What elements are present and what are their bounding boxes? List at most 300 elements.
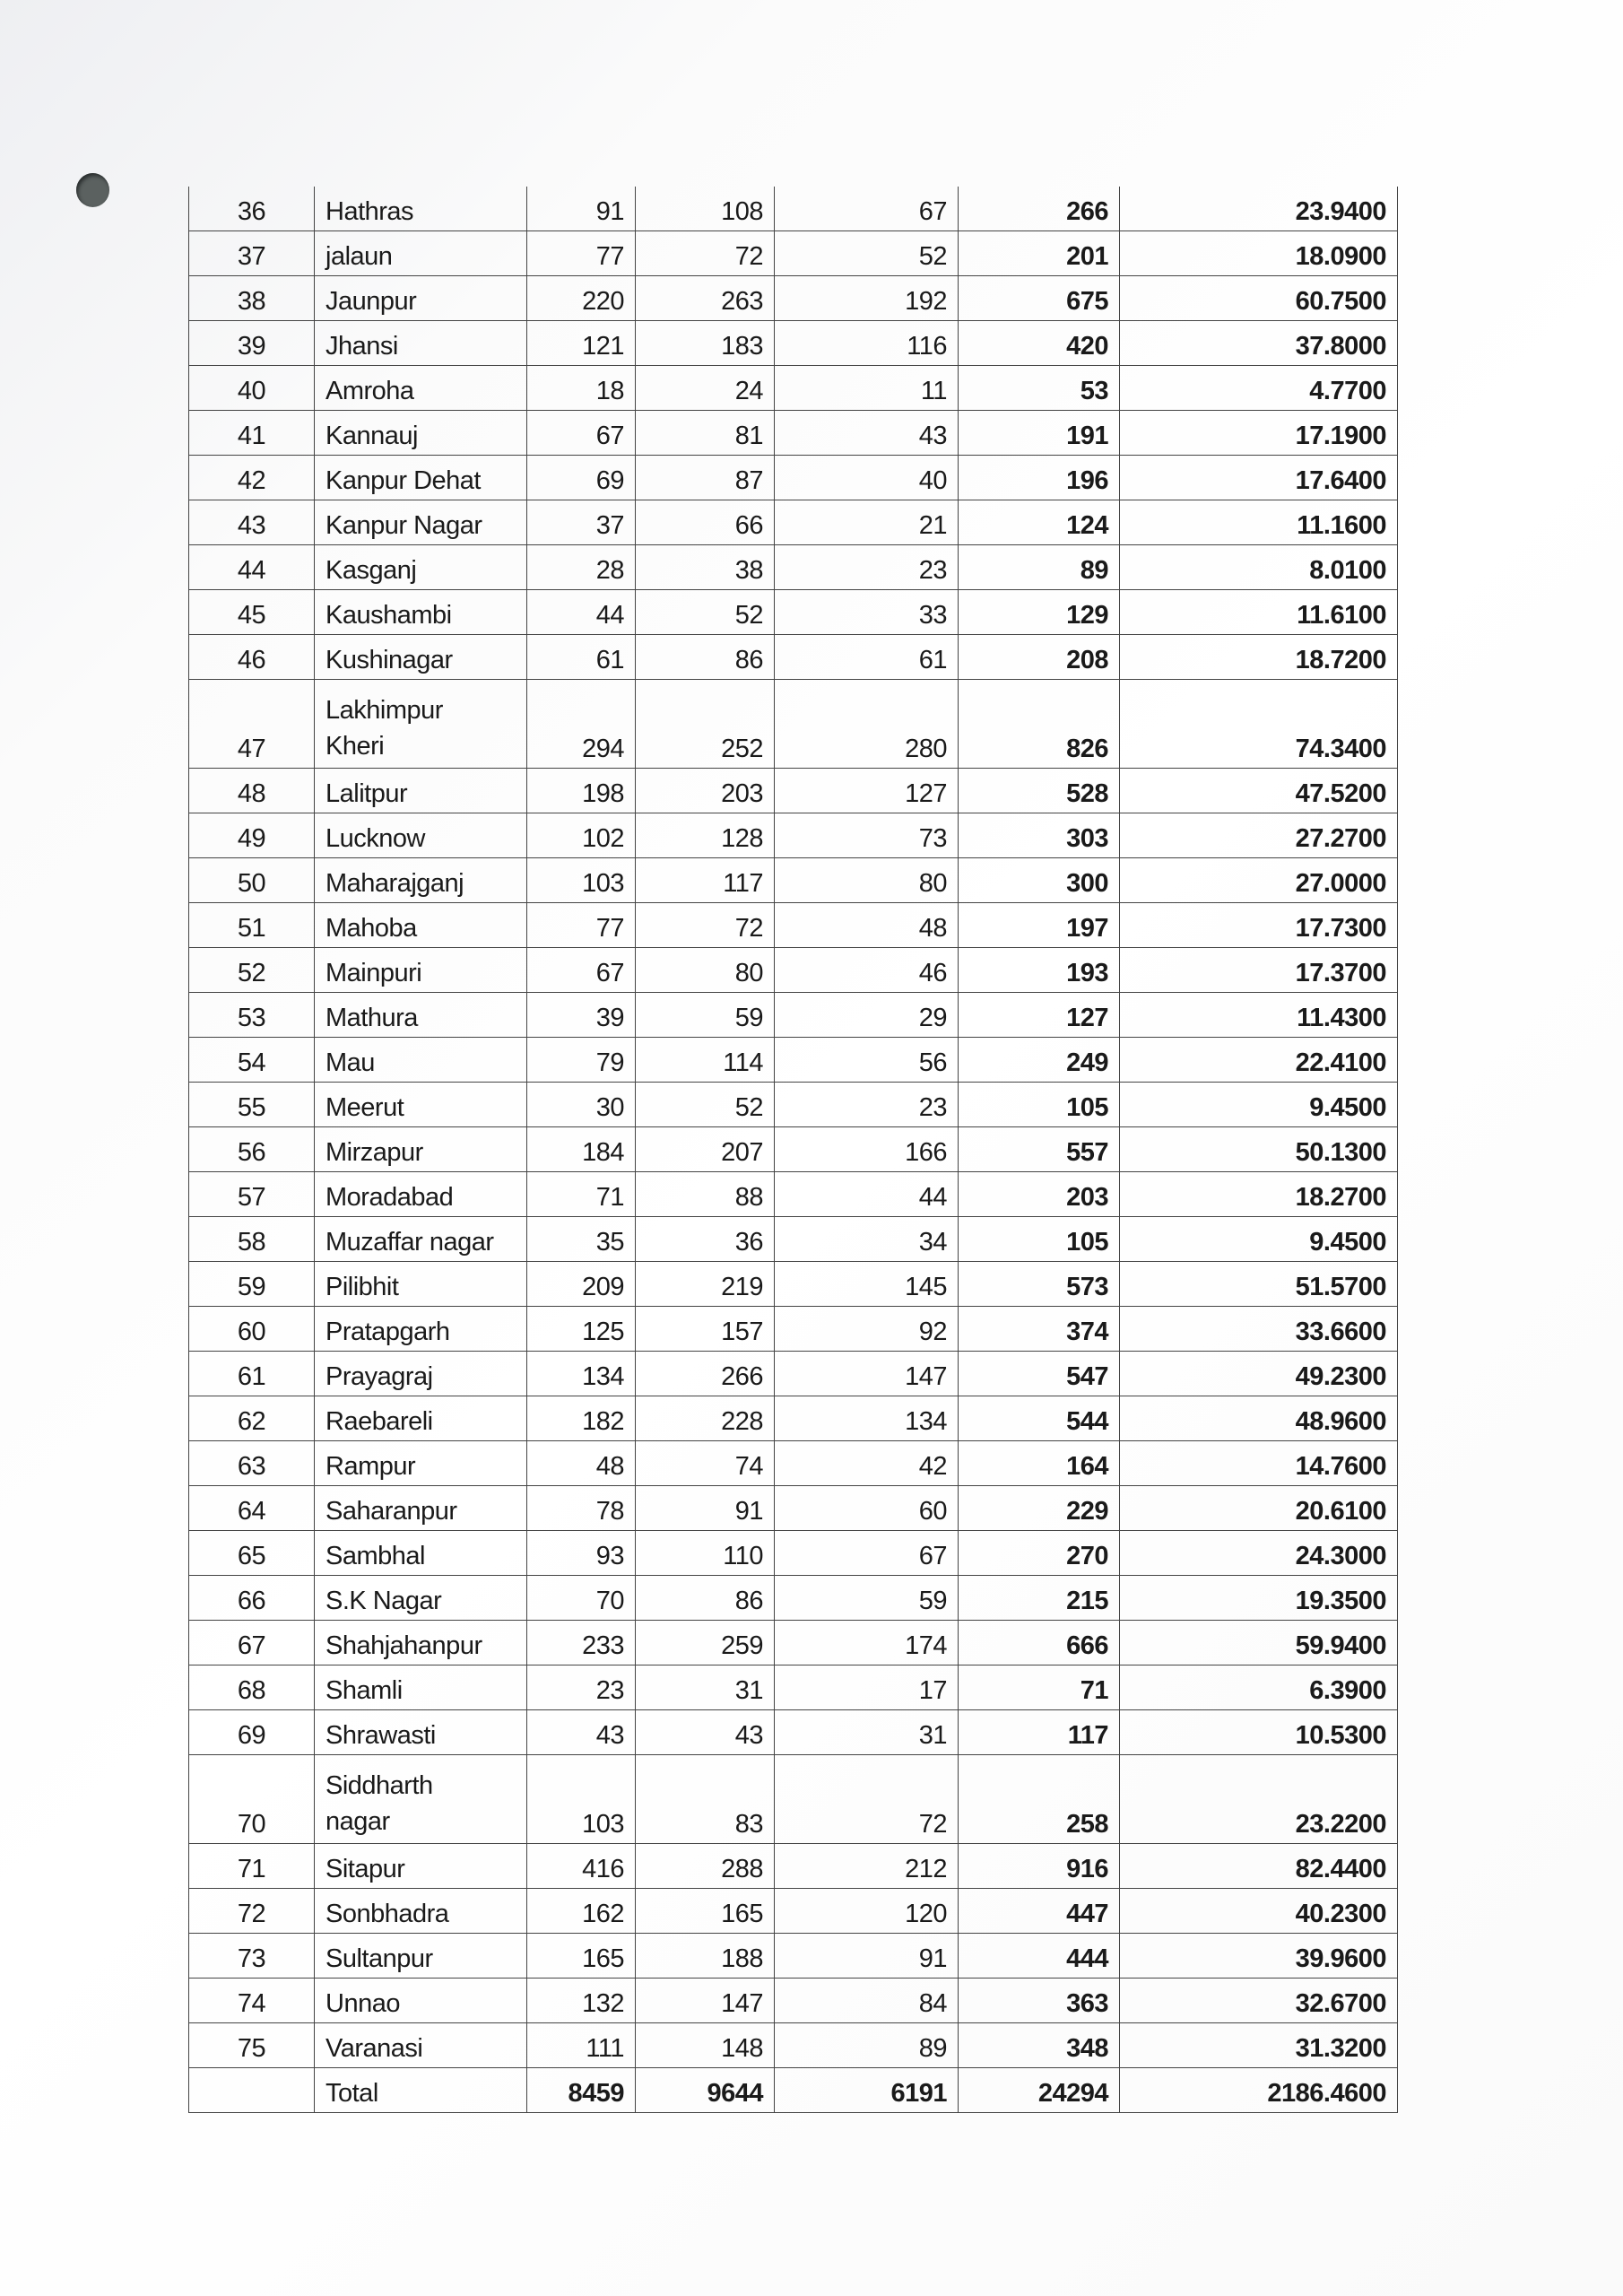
serial-number-cell: 71 — [189, 1844, 315, 1889]
row-total-cell: 71 — [959, 1665, 1120, 1710]
value-col-3-cell: 21 — [775, 500, 959, 545]
amount-cell: 14.7600 — [1120, 1441, 1398, 1486]
amount-cell: 27.0000 — [1120, 858, 1398, 903]
serial-number-cell: 42 — [189, 456, 315, 500]
serial-number-cell: 69 — [189, 1710, 315, 1755]
serial-number-cell: 72 — [189, 1889, 315, 1934]
table-row — [189, 769, 1398, 813]
table-row — [189, 635, 1398, 680]
row-total-cell: 420 — [959, 321, 1120, 366]
value-col-1-cell: 18 — [527, 366, 636, 411]
value-col-2-cell: 80 — [636, 948, 775, 993]
table-row — [189, 1755, 1398, 1844]
table-row — [189, 1127, 1398, 1172]
value-col-3-cell: 145 — [775, 1262, 959, 1307]
serial-number-cell: 62 — [189, 1396, 315, 1441]
row-total-cell: 191 — [959, 411, 1120, 456]
serial-number-cell: 50 — [189, 858, 315, 903]
row-total-cell: 215 — [959, 1576, 1120, 1621]
amount-cell: 40.2300 — [1120, 1889, 1398, 1934]
value-col-2-cell: 9644 — [636, 2068, 775, 2113]
serial-number-cell: 58 — [189, 1217, 315, 1262]
row-total-cell: 303 — [959, 813, 1120, 858]
serial-number-cell: 36 — [189, 187, 315, 231]
table-row — [189, 276, 1398, 321]
value-col-3-cell: 46 — [775, 948, 959, 993]
table-row — [189, 1262, 1398, 1307]
district-name-cell: Hathras — [315, 187, 527, 231]
row-total-cell: 270 — [959, 1531, 1120, 1576]
serial-number-cell — [189, 2068, 315, 2113]
district-name-cell: Sitapur — [315, 1844, 527, 1889]
value-col-2-cell: 72 — [636, 231, 775, 276]
value-col-1-cell: 198 — [527, 769, 636, 813]
table-row — [189, 1934, 1398, 1979]
district-name-cell: Maharajganj — [315, 858, 527, 903]
district-name-line-2: nagar — [325, 1807, 390, 1836]
value-col-3-cell: 34 — [775, 1217, 959, 1262]
value-col-2-cell: 38 — [636, 545, 775, 590]
district-name-cell: jalaun — [315, 231, 527, 276]
amount-cell: 39.9600 — [1120, 1934, 1398, 1979]
value-col-3-cell: 60 — [775, 1486, 959, 1531]
value-col-2-cell: 147 — [636, 1979, 775, 2023]
serial-number-cell: 37 — [189, 231, 315, 276]
amount-cell: 17.6400 — [1120, 456, 1398, 500]
value-col-3-cell: 23 — [775, 545, 959, 590]
value-col-1-cell: 44 — [527, 590, 636, 635]
district-name-cell: Jhansi — [315, 321, 527, 366]
table-row — [189, 1979, 1398, 2023]
value-col-3-cell: 43 — [775, 411, 959, 456]
value-col-2-cell: 52 — [636, 590, 775, 635]
amount-cell: 49.2300 — [1120, 1352, 1398, 1396]
value-col-2-cell: 157 — [636, 1307, 775, 1352]
value-col-3-cell: 174 — [775, 1621, 959, 1665]
value-col-2-cell: 88 — [636, 1172, 775, 1217]
serial-number-cell: 38 — [189, 276, 315, 321]
row-total-cell: 105 — [959, 1217, 1120, 1262]
district-name-cell — [315, 1755, 527, 1844]
value-col-2-cell: 52 — [636, 1083, 775, 1127]
table-row — [189, 1531, 1398, 1576]
table-row — [189, 1038, 1398, 1083]
value-col-1-cell: 35 — [527, 1217, 636, 1262]
serial-number-cell: 40 — [189, 366, 315, 411]
serial-number-cell: 59 — [189, 1262, 315, 1307]
value-col-3-cell: 29 — [775, 993, 959, 1038]
row-total-cell: 544 — [959, 1396, 1120, 1441]
serial-number-cell: 56 — [189, 1127, 315, 1172]
amount-cell: 6.3900 — [1120, 1665, 1398, 1710]
value-col-1-cell: 67 — [527, 948, 636, 993]
value-col-2-cell: 259 — [636, 1621, 775, 1665]
row-total-cell: 24294 — [959, 2068, 1120, 2113]
value-col-3-cell: 127 — [775, 769, 959, 813]
amount-cell: 60.7500 — [1120, 276, 1398, 321]
amount-cell: 32.6700 — [1120, 1979, 1398, 2023]
value-col-1-cell: 37 — [527, 500, 636, 545]
value-col-3-cell: 40 — [775, 456, 959, 500]
value-col-1-cell: 165 — [527, 1934, 636, 1979]
value-col-2-cell: 59 — [636, 993, 775, 1038]
row-total-cell: 229 — [959, 1486, 1120, 1531]
district-name-cell: Kaushambi — [315, 590, 527, 635]
value-col-3-cell: 147 — [775, 1352, 959, 1396]
value-col-2-cell: 263 — [636, 276, 775, 321]
amount-cell: 8.0100 — [1120, 545, 1398, 590]
value-col-1-cell: 233 — [527, 1621, 636, 1665]
table-row — [189, 231, 1398, 276]
row-total-cell: 916 — [959, 1844, 1120, 1889]
serial-number-cell: 61 — [189, 1352, 315, 1396]
serial-number-cell: 66 — [189, 1576, 315, 1621]
serial-number-cell: 45 — [189, 590, 315, 635]
value-col-2-cell: 108 — [636, 187, 775, 231]
value-col-3-cell: 72 — [775, 1755, 959, 1844]
district-name-cell: Mathura — [315, 993, 527, 1038]
value-col-1-cell: 93 — [527, 1531, 636, 1576]
district-name-line-1: Lakhimpur — [325, 696, 443, 725]
serial-number-cell: 53 — [189, 993, 315, 1038]
value-col-2-cell: 288 — [636, 1844, 775, 1889]
table-row — [189, 321, 1398, 366]
table-row — [189, 545, 1398, 590]
table-row — [189, 1307, 1398, 1352]
value-col-1-cell: 78 — [527, 1486, 636, 1531]
value-col-1-cell: 91 — [527, 187, 636, 231]
district-name-cell: S.K Nagar — [315, 1576, 527, 1621]
value-col-2-cell: 66 — [636, 500, 775, 545]
value-col-3-cell: 116 — [775, 321, 959, 366]
amount-cell: 23.2200 — [1120, 1755, 1398, 1844]
serial-number-cell: 44 — [189, 545, 315, 590]
value-col-3-cell: 67 — [775, 1531, 959, 1576]
amount-cell: 18.7200 — [1120, 635, 1398, 680]
value-col-3-cell: 92 — [775, 1307, 959, 1352]
amount-cell: 9.4500 — [1120, 1083, 1398, 1127]
district-name-cell: Unnao — [315, 1979, 527, 2023]
value-col-2-cell: 43 — [636, 1710, 775, 1755]
district-name-cell: Kanpur Nagar — [315, 500, 527, 545]
serial-number-cell: 49 — [189, 813, 315, 858]
value-col-1-cell: 184 — [527, 1127, 636, 1172]
district-name-cell: Amroha — [315, 366, 527, 411]
row-total-cell: 164 — [959, 1441, 1120, 1486]
district-name-cell: Shamli — [315, 1665, 527, 1710]
amount-cell: 11.4300 — [1120, 993, 1398, 1038]
table-row — [189, 1441, 1398, 1486]
serial-number-cell: 41 — [189, 411, 315, 456]
value-col-2-cell: 36 — [636, 1217, 775, 1262]
value-col-1-cell: 71 — [527, 1172, 636, 1217]
table-row — [189, 993, 1398, 1038]
value-col-2-cell: 219 — [636, 1262, 775, 1307]
amount-cell: 24.3000 — [1120, 1531, 1398, 1576]
table-row — [189, 1396, 1398, 1441]
serial-number-cell: 73 — [189, 1934, 315, 1979]
amount-cell: 17.7300 — [1120, 903, 1398, 948]
value-col-3-cell: 44 — [775, 1172, 959, 1217]
table-body — [189, 187, 1398, 2113]
row-total-cell: 208 — [959, 635, 1120, 680]
value-col-3-cell: 166 — [775, 1127, 959, 1172]
district-name-cell: Kushinagar — [315, 635, 527, 680]
row-total-cell: 444 — [959, 1934, 1120, 1979]
value-col-2-cell: 165 — [636, 1889, 775, 1934]
district-name-cell: Rampur — [315, 1441, 527, 1486]
serial-number-cell: 51 — [189, 903, 315, 948]
value-col-3-cell: 42 — [775, 1441, 959, 1486]
amount-cell: 48.9600 — [1120, 1396, 1398, 1441]
value-col-3-cell: 73 — [775, 813, 959, 858]
table-row — [189, 1486, 1398, 1531]
value-col-3-cell: 212 — [775, 1844, 959, 1889]
value-col-2-cell: 266 — [636, 1352, 775, 1396]
serial-number-cell: 64 — [189, 1486, 315, 1531]
value-col-1-cell: 30 — [527, 1083, 636, 1127]
value-col-3-cell: 17 — [775, 1665, 959, 1710]
value-col-3-cell: 56 — [775, 1038, 959, 1083]
table-row — [189, 1172, 1398, 1217]
serial-number-cell: 63 — [189, 1441, 315, 1486]
district-name-cell: Moradabad — [315, 1172, 527, 1217]
row-total-cell: 129 — [959, 590, 1120, 635]
value-col-1-cell: 132 — [527, 1979, 636, 2023]
row-total-cell: 557 — [959, 1127, 1120, 1172]
row-total-cell: 201 — [959, 231, 1120, 276]
table-row — [189, 1844, 1398, 1889]
serial-number-cell: 55 — [189, 1083, 315, 1127]
value-col-2-cell: 24 — [636, 366, 775, 411]
district-name-cell: Shrawasti — [315, 1710, 527, 1755]
serial-number-cell: 74 — [189, 1979, 315, 2023]
table-row — [189, 948, 1398, 993]
district-name-cell: Kasganj — [315, 545, 527, 590]
value-col-1-cell: 294 — [527, 680, 636, 769]
serial-number-cell: 47 — [189, 680, 315, 769]
district-name-cell: Shahjahanpur — [315, 1621, 527, 1665]
row-total-cell: 363 — [959, 1979, 1120, 2023]
value-col-1-cell: 209 — [527, 1262, 636, 1307]
amount-cell: 17.1900 — [1120, 411, 1398, 456]
amount-cell: 74.3400 — [1120, 680, 1398, 769]
serial-number-cell: 52 — [189, 948, 315, 993]
value-col-3-cell: 192 — [775, 276, 959, 321]
amount-cell: 23.9400 — [1120, 187, 1398, 231]
row-total-cell: 826 — [959, 680, 1120, 769]
row-total-cell: 666 — [959, 1621, 1120, 1665]
table-row — [189, 187, 1398, 231]
row-total-cell: 117 — [959, 1710, 1120, 1755]
table-row — [189, 456, 1398, 500]
value-col-1-cell: 43 — [527, 1710, 636, 1755]
amount-cell: 59.9400 — [1120, 1621, 1398, 1665]
serial-number-cell: 48 — [189, 769, 315, 813]
row-total-cell: 675 — [959, 276, 1120, 321]
value-col-1-cell: 79 — [527, 1038, 636, 1083]
value-col-1-cell: 121 — [527, 321, 636, 366]
value-col-3-cell: 48 — [775, 903, 959, 948]
value-col-1-cell: 103 — [527, 858, 636, 903]
value-col-1-cell: 69 — [527, 456, 636, 500]
value-col-1-cell: 125 — [527, 1307, 636, 1352]
district-name-cell: Mainpuri — [315, 948, 527, 993]
amount-cell: 2186.4600 — [1120, 2068, 1398, 2113]
district-name-cell: Lalitpur — [315, 769, 527, 813]
amount-cell: 50.1300 — [1120, 1127, 1398, 1172]
amount-cell: 4.7700 — [1120, 366, 1398, 411]
value-col-3-cell: 61 — [775, 635, 959, 680]
value-col-3-cell: 11 — [775, 366, 959, 411]
row-total-cell: 249 — [959, 1038, 1120, 1083]
table-row — [189, 813, 1398, 858]
district-name-cell: Jaunpur — [315, 276, 527, 321]
value-col-2-cell: 81 — [636, 411, 775, 456]
table-row — [189, 1576, 1398, 1621]
value-col-2-cell: 188 — [636, 1934, 775, 1979]
punch-hole-mark — [76, 173, 109, 207]
amount-cell: 51.5700 — [1120, 1262, 1398, 1307]
serial-number-cell: 39 — [189, 321, 315, 366]
total-row — [189, 2068, 1398, 2113]
serial-number-cell: 65 — [189, 1531, 315, 1576]
amount-cell: 31.3200 — [1120, 2023, 1398, 2068]
amount-cell: 11.6100 — [1120, 590, 1398, 635]
serial-number-cell: 54 — [189, 1038, 315, 1083]
row-total-cell: 196 — [959, 456, 1120, 500]
district-name-cell: Sambhal — [315, 1531, 527, 1576]
value-col-3-cell: 52 — [775, 231, 959, 276]
value-col-1-cell: 162 — [527, 1889, 636, 1934]
amount-cell: 9.4500 — [1120, 1217, 1398, 1262]
value-col-1-cell: 23 — [527, 1665, 636, 1710]
value-col-2-cell: 87 — [636, 456, 775, 500]
amount-cell: 19.3500 — [1120, 1576, 1398, 1621]
value-col-3-cell: 6191 — [775, 2068, 959, 2113]
amount-cell: 22.4100 — [1120, 1038, 1398, 1083]
row-total-cell: 53 — [959, 366, 1120, 411]
value-col-3-cell: 31 — [775, 1710, 959, 1755]
district-name-cell: Kanpur Dehat — [315, 456, 527, 500]
district-name-cell: Sonbhadra — [315, 1889, 527, 1934]
value-col-3-cell: 67 — [775, 187, 959, 231]
value-col-1-cell: 111 — [527, 2023, 636, 2068]
value-col-1-cell: 416 — [527, 1844, 636, 1889]
amount-cell: 27.2700 — [1120, 813, 1398, 858]
row-total-cell: 447 — [959, 1889, 1120, 1934]
value-col-3-cell: 120 — [775, 1889, 959, 1934]
district-data-table — [188, 187, 1398, 2113]
row-total-cell: 193 — [959, 948, 1120, 993]
value-col-2-cell: 110 — [636, 1531, 775, 1576]
value-col-1-cell: 103 — [527, 1755, 636, 1844]
row-total-cell: 105 — [959, 1083, 1120, 1127]
district-name-cell: Lucknow — [315, 813, 527, 858]
amount-cell: 82.4400 — [1120, 1844, 1398, 1889]
district-name-cell: Kannauj — [315, 411, 527, 456]
amount-cell: 33.6600 — [1120, 1307, 1398, 1352]
district-name-cell: Pilibhit — [315, 1262, 527, 1307]
table-row — [189, 680, 1398, 769]
value-col-1-cell: 70 — [527, 1576, 636, 1621]
value-col-2-cell: 91 — [636, 1486, 775, 1531]
value-col-2-cell: 207 — [636, 1127, 775, 1172]
value-col-1-cell: 77 — [527, 903, 636, 948]
value-col-3-cell: 134 — [775, 1396, 959, 1441]
value-col-1-cell: 102 — [527, 813, 636, 858]
row-total-cell: 528 — [959, 769, 1120, 813]
value-col-2-cell: 31 — [636, 1665, 775, 1710]
district-name-cell: Sultanpur — [315, 1934, 527, 1979]
table-row — [189, 500, 1398, 545]
table-row — [189, 1710, 1398, 1755]
district-name-cell: Meerut — [315, 1083, 527, 1127]
value-col-3-cell: 33 — [775, 590, 959, 635]
value-col-1-cell: 134 — [527, 1352, 636, 1396]
row-total-cell: 374 — [959, 1307, 1120, 1352]
amount-cell: 37.8000 — [1120, 321, 1398, 366]
table-row — [189, 1352, 1398, 1396]
value-col-1-cell: 28 — [527, 545, 636, 590]
district-name-cell — [315, 680, 527, 769]
value-col-1-cell: 8459 — [527, 2068, 636, 2113]
value-col-1-cell: 67 — [527, 411, 636, 456]
district-name-cell: Mau — [315, 1038, 527, 1083]
district-name-cell: Mirzapur — [315, 1127, 527, 1172]
district-name-cell: Varanasi — [315, 2023, 527, 2068]
district-name-cell: Prayagraj — [315, 1352, 527, 1396]
value-col-2-cell: 128 — [636, 813, 775, 858]
value-col-2-cell: 252 — [636, 680, 775, 769]
row-total-cell: 197 — [959, 903, 1120, 948]
table-row — [189, 1621, 1398, 1665]
row-total-cell: 203 — [959, 1172, 1120, 1217]
table-row — [189, 1083, 1398, 1127]
table-row — [189, 366, 1398, 411]
value-col-2-cell: 114 — [636, 1038, 775, 1083]
value-col-3-cell: 23 — [775, 1083, 959, 1127]
serial-number-cell: 57 — [189, 1172, 315, 1217]
row-total-cell: 124 — [959, 500, 1120, 545]
serial-number-cell: 75 — [189, 2023, 315, 2068]
total-label: Total — [315, 2068, 527, 2113]
value-col-3-cell: 91 — [775, 1934, 959, 1979]
value-col-1-cell: 48 — [527, 1441, 636, 1486]
table-row — [189, 411, 1398, 456]
value-col-1-cell: 182 — [527, 1396, 636, 1441]
district-name-cell: Raebareli — [315, 1396, 527, 1441]
table-row — [189, 590, 1398, 635]
amount-cell: 10.5300 — [1120, 1710, 1398, 1755]
district-name-line-2: Kheri — [325, 732, 385, 761]
row-total-cell: 573 — [959, 1262, 1120, 1307]
row-total-cell: 266 — [959, 187, 1120, 231]
row-total-cell: 547 — [959, 1352, 1120, 1396]
table-row — [189, 903, 1398, 948]
value-col-2-cell: 86 — [636, 635, 775, 680]
value-col-3-cell: 89 — [775, 2023, 959, 2068]
value-col-1-cell: 39 — [527, 993, 636, 1038]
value-col-2-cell: 83 — [636, 1755, 775, 1844]
amount-cell: 18.2700 — [1120, 1172, 1398, 1217]
district-name-line-1: Siddharth — [325, 1771, 433, 1800]
value-col-3-cell: 59 — [775, 1576, 959, 1621]
value-col-2-cell: 117 — [636, 858, 775, 903]
serial-number-cell: 43 — [189, 500, 315, 545]
value-col-2-cell: 183 — [636, 321, 775, 366]
value-col-2-cell: 148 — [636, 2023, 775, 2068]
